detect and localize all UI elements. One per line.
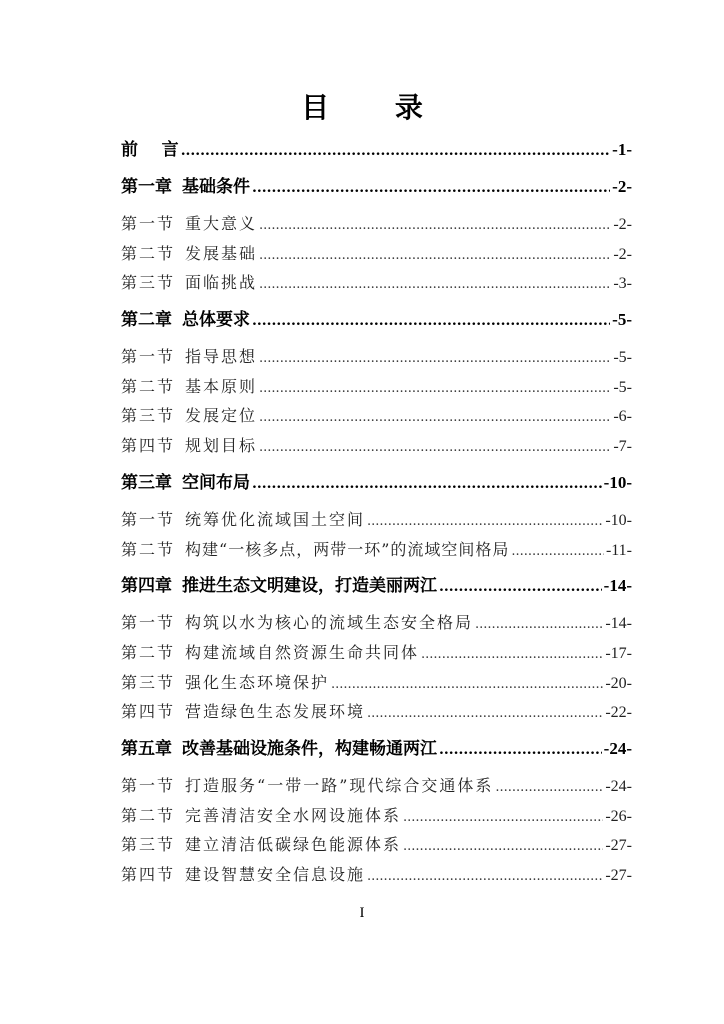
toc-chapter-5[interactable]: [121, 733, 632, 764]
toc-entry-label: 第三章: [121, 472, 172, 493]
page-title: 目 录: [301, 91, 451, 124]
toc-section[interactable]: [121, 830, 632, 860]
toc-entry-label: 第二节: [121, 642, 176, 662]
dot-leader: [421, 640, 603, 670]
toc-entry-title: 规划目标: [185, 436, 258, 456]
toc-entry-label: 第一节: [121, 775, 176, 795]
dot-leader: [439, 572, 602, 603]
toc-entry-label: 第二节: [121, 376, 176, 396]
toc-page-number: -7-: [613, 438, 632, 456]
toc-page-number: -14-: [603, 576, 632, 596]
toc-entry-title: 建立清洁低碳绿色能源体系: [185, 835, 402, 855]
toc-page-number: -10-: [603, 472, 632, 492]
toc-entry-title: 构筑以水为核心的流域生态安全格局: [185, 613, 474, 633]
dot-leader: [259, 403, 611, 433]
toc-section[interactable]: [121, 771, 632, 801]
toc-page-number: -2-: [613, 245, 632, 263]
toc-section[interactable]: [121, 239, 632, 269]
toc-entry-label: 第一节: [121, 347, 176, 367]
toc-section[interactable]: [121, 638, 632, 668]
toc-entry-title: 统筹优化流域国土空间: [185, 509, 366, 529]
toc-chapter-4[interactable]: [121, 570, 632, 601]
toc-section[interactable]: [121, 535, 632, 565]
dot-leader: [475, 610, 603, 640]
toc-page-number: -27-: [605, 867, 632, 884]
dot-leader: [252, 306, 610, 337]
toc-section[interactable]: [121, 372, 632, 402]
toc-entry-label: 第四节: [121, 702, 176, 722]
toc-entry-label: 第三节: [121, 835, 176, 855]
toc-entry-label: 前 言: [121, 140, 179, 160]
toc-section[interactable]: [121, 668, 632, 698]
toc-page-number: -5-: [613, 349, 632, 367]
toc-section[interactable]: [121, 505, 632, 535]
toc-entry-title: 完善清洁安全水网设施体系: [185, 805, 402, 825]
toc-entry-label: 第四章: [121, 576, 172, 597]
dot-leader: [259, 270, 611, 300]
toc-entry-label: 第二节: [121, 243, 176, 263]
toc-page-number: -10-: [605, 511, 632, 529]
toc-entry-label: 第一节: [121, 613, 176, 633]
toc-page-number: -2-: [612, 177, 632, 196]
toc-chapter-2[interactable]: [121, 304, 632, 335]
toc-entry-title: 空间布局: [182, 472, 250, 493]
toc-page-number: -24-: [605, 777, 632, 795]
toc-entry-title: 推进生态文明建设，打造美丽两江: [182, 576, 437, 597]
toc-entry-label: 第四节: [121, 865, 176, 884]
toc-entry-title: 面临挑战: [185, 273, 258, 293]
toc-page-number: -14-: [605, 615, 632, 633]
toc-chapter-1[interactable]: [121, 171, 632, 202]
toc-entry-label: 第二节: [121, 805, 176, 825]
toc-section[interactable]: [121, 342, 632, 372]
dot-leader: [181, 136, 610, 167]
toc-entry-label: 第三节: [121, 273, 176, 293]
toc-entry-title: 建设智慧安全信息设施: [185, 865, 366, 884]
toc-entry-label: 第三节: [121, 406, 176, 426]
page-number-footer: I: [359, 905, 365, 921]
toc-page-number: -17-: [605, 644, 632, 662]
toc-page-number: -2-: [613, 216, 632, 233]
toc-entry-label: 第一节: [121, 214, 176, 233]
toc-entry-preface[interactable]: [121, 134, 632, 165]
dot-leader: [259, 374, 611, 404]
toc-page-number: -5-: [612, 310, 632, 330]
toc-section[interactable]: [121, 860, 632, 890]
dot-leader: [331, 670, 603, 700]
toc-section[interactable]: [121, 401, 632, 431]
toc-page-number: -3-: [613, 275, 632, 293]
toc-page-number: -5-: [613, 378, 632, 396]
toc-section[interactable]: [121, 697, 632, 727]
toc-entry-title: 总体要求: [182, 310, 250, 331]
dot-leader: [403, 803, 603, 833]
toc-entry-title: 打造服务“一带一路”现代综合交通体系: [185, 775, 494, 795]
dot-leader: [259, 241, 611, 271]
toc-page-number: -27-: [605, 837, 632, 855]
dot-leader: [403, 832, 603, 862]
toc-entry-title: 构建“一核多点，两带一环”的流域空间格局: [185, 539, 510, 559]
toc-section[interactable]: [121, 801, 632, 831]
toc-entry-title: 构建流域自然资源生命共同体: [185, 642, 420, 662]
dot-leader: [367, 507, 603, 537]
toc-page-number: -24-: [603, 738, 632, 758]
toc-page-number: -1-: [612, 140, 632, 159]
dot-leader: [259, 433, 611, 463]
toc-section[interactable]: [121, 268, 632, 298]
dot-leader: [252, 173, 610, 204]
toc-entry-label: 第五章: [121, 738, 172, 759]
toc-entry-title: 发展基础: [185, 243, 258, 263]
toc-entry-label: 第三节: [121, 672, 176, 692]
dot-leader: [252, 469, 602, 500]
toc-section[interactable]: [121, 431, 632, 461]
dot-leader: [439, 735, 602, 766]
dot-leader: [367, 699, 603, 729]
toc-entry-label: 第二节: [121, 539, 176, 559]
toc-chapter-3[interactable]: [121, 467, 632, 498]
dot-leader: [259, 211, 611, 241]
toc-page-number: -11-: [605, 541, 632, 559]
toc-entry-title: 改善基础设施条件，构建畅通两江: [182, 738, 437, 759]
toc-entry-title: 基础条件: [182, 177, 250, 197]
toc-page-number: -20-: [605, 674, 632, 692]
dot-leader: [367, 862, 603, 892]
toc-entry-title: 强化生态环境保护: [185, 672, 330, 692]
toc-entry-title: 营造绿色生态发展环境: [185, 702, 366, 722]
toc-entry-title: 重大意义: [185, 214, 258, 233]
dot-leader: [259, 344, 611, 374]
toc-page-number: -26-: [605, 807, 632, 825]
toc-entry-label: 第一节: [121, 509, 176, 529]
toc-entry-title: 基本原则: [185, 376, 258, 396]
toc-section[interactable]: [121, 209, 632, 239]
toc-entry-label: 第二章: [121, 310, 172, 331]
toc-entry-label: 第一章: [121, 177, 172, 197]
table-of-contents: [121, 134, 632, 890]
dot-leader: [495, 773, 603, 803]
toc-entry-title: 发展定位: [185, 406, 258, 426]
toc-section[interactable]: [121, 608, 632, 638]
toc-entry-title: 指导思想: [185, 347, 258, 367]
toc-page-number: -22-: [605, 704, 632, 722]
dot-leader: [511, 537, 604, 567]
toc-entry-label: 第四节: [121, 436, 176, 456]
toc-page-number: -6-: [613, 408, 632, 426]
